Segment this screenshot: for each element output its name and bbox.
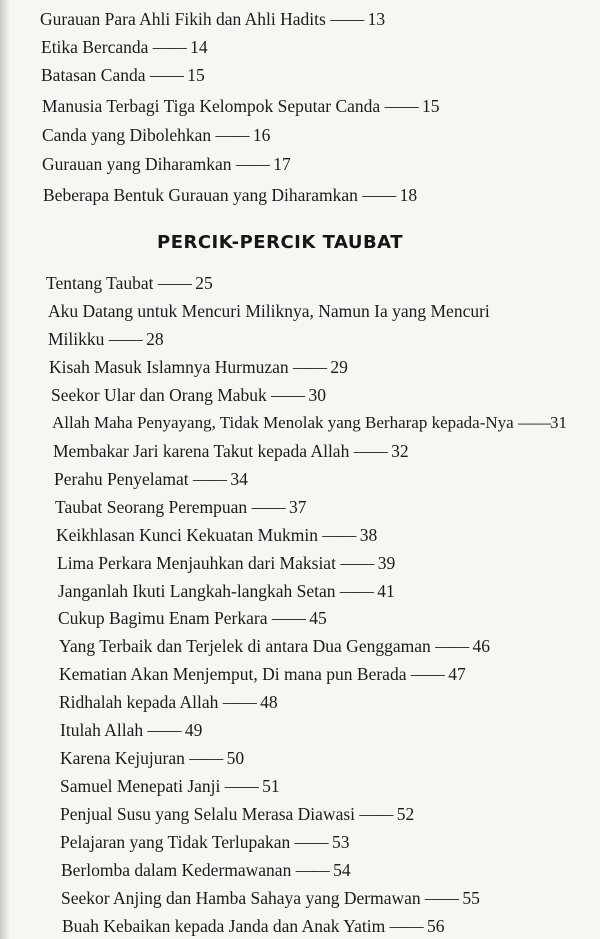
toc-entry-dash: —— [389, 916, 423, 936]
toc-entry-page: 47 [448, 664, 466, 684]
toc-entry-title: Penjual Susu yang Selalu Merasa Diawasi [60, 804, 356, 824]
toc-entry-page: 17 [273, 154, 291, 174]
toc-entry-page: 29 [330, 357, 348, 377]
toc-entry [43, 184, 417, 206]
toc-entry-dash: —— [292, 357, 326, 377]
toc-entry-dash: —— [147, 720, 181, 740]
toc-entry-dash: —— [192, 469, 226, 489]
toc-entry-page: 37 [288, 497, 307, 517]
toc-entry-title: Aku Datang untuk Mencuri Miliknya, Namun Ia yang Mencuri [48, 301, 490, 321]
toc-entry-page: 52 [396, 804, 415, 824]
toc-entry-dash: —— [294, 832, 328, 852]
toc-entry [61, 887, 480, 909]
toc-entry-dash: —— [339, 581, 373, 601]
toc-entry-title: Pelajaran yang Tidak Terlupakan [60, 832, 291, 852]
toc-entry-page: 34 [230, 469, 248, 489]
toc-entry-page: 56 [426, 916, 445, 936]
toc-entry-title: Gurauan yang Diharamkan [42, 154, 232, 174]
toc-entry-title: Taubat Seorang Perempuan [55, 497, 248, 517]
toc-entry [41, 64, 205, 86]
toc-entry-title: Tentang Taubat [46, 273, 154, 293]
toc-entry [48, 328, 164, 350]
toc-entry-page: 39 [377, 553, 396, 573]
toc-entry-dash: —— [330, 9, 364, 29]
toc-entry-page: 49 [184, 720, 203, 740]
toc-entry-dash: —— [271, 385, 305, 405]
toc-entry [62, 915, 444, 937]
toc-entry-dash: —— [353, 441, 387, 461]
toc-entry-dash: —— [359, 804, 393, 824]
toc-entry-title: Samuel Menepati Janji [60, 776, 221, 796]
toc-entry-title: Perahu Penyelamat [54, 469, 189, 489]
toc-entry-page: 50 [226, 748, 245, 768]
toc-entry-title: Ridhalah kepada Allah [59, 692, 219, 712]
toc-entry-page: 31 [549, 413, 567, 432]
toc-entry-title: Gurauan Para Ahli Fikih dan Ahli Hadits [40, 9, 326, 29]
toc-entry-dash: —— [271, 608, 305, 628]
toc-entry [60, 775, 280, 797]
toc-entry [40, 8, 385, 30]
toc-entry-page: 55 [462, 888, 480, 908]
toc-entry-title: Janganlah Ikuti Langkah-langkah Setan [58, 581, 336, 601]
toc-entry [59, 691, 278, 713]
toc-entry-page: 45 [309, 608, 327, 628]
toc-entry [42, 124, 270, 146]
toc-entry-title: Karena Kejujuran [60, 748, 185, 768]
toc-entry-page: 13 [367, 9, 386, 29]
toc-entry [51, 384, 326, 406]
toc-entry-title: Buah Kebaikan kepada Janda dan Anak Yatim [62, 916, 386, 936]
gutter-shadow [0, 0, 10, 939]
toc-entry-dash: —— [362, 185, 396, 205]
toc-entry-dash: —— [224, 776, 258, 796]
toc-entry-title: Manusia Terbagi Tiga Kelompok Seputar Canda [42, 96, 381, 116]
toc-entry-dash: —— [149, 65, 183, 85]
toc-entry [56, 524, 377, 546]
toc-entry [52, 412, 567, 434]
toc-entry-title: Milikku [48, 329, 105, 349]
toc-entry-page: 38 [359, 525, 378, 545]
toc-entry-dash: —— [410, 664, 444, 684]
toc-entry-dash: —— [517, 413, 550, 432]
toc-entry-title: Allah Maha Penyayang, Tidak Menolak yang Berharap kepada-Nya [52, 413, 514, 432]
toc-entry [59, 635, 490, 657]
toc-entry-page: 32 [391, 441, 409, 461]
toc-entry [61, 859, 351, 881]
toc-entry-dash: —— [189, 748, 223, 768]
toc-entry-title: Canda yang Dibolehkan [42, 125, 212, 145]
toc-entry-title: Seekor Ular dan Orang Mabuk [51, 385, 267, 405]
toc-entry-page: 14 [190, 37, 208, 57]
toc-entry-page: 16 [252, 125, 271, 145]
toc-entry-page: 54 [333, 860, 351, 880]
toc-entry-dash: —— [235, 154, 269, 174]
toc-entry-page: 15 [421, 96, 440, 116]
toc-entry-dash: —— [340, 553, 374, 573]
toc-entry-title: Kematian Akan Menjemput, Di mana pun Berada [59, 664, 407, 684]
toc-entry-dash: —— [435, 636, 469, 656]
toc-entry [57, 552, 395, 574]
toc-entry-title: Batasan Canda [41, 65, 146, 85]
toc-entry [60, 831, 350, 853]
toc-entry-page: 41 [377, 581, 395, 601]
toc-entry-dash: —— [322, 525, 356, 545]
toc-entry-dash: —— [152, 37, 186, 57]
toc-entry-title: Berlomba dalam Kedermawanan [61, 860, 292, 880]
toc-entry-page: 15 [187, 65, 205, 85]
toc-entry [46, 272, 213, 294]
toc-entry-dash: —— [108, 329, 142, 349]
section-heading: PERCIK-PERCIK TAUBAT [157, 232, 403, 253]
toc-entry [41, 36, 208, 58]
toc-entry-title: Beberapa Bentuk Gurauan yang Diharamkan [43, 185, 358, 205]
toc-entry-page: 25 [195, 273, 213, 293]
toc-entry [58, 580, 395, 602]
toc-entry-title: Kisah Masuk Islamnya Hurmuzan [49, 357, 289, 377]
toc-entry [58, 607, 327, 629]
toc-entry-page: 51 [262, 776, 280, 796]
toc-entry-dash: —— [157, 273, 191, 293]
toc-entry [42, 153, 291, 175]
toc-entry-dash: —— [295, 860, 329, 880]
toc-entry [54, 468, 248, 490]
toc-entry-title: Etika Bercanda [41, 37, 149, 57]
toc-entry-page: 53 [332, 832, 350, 852]
toc-entry-page: 48 [260, 692, 278, 712]
toc-entry-page: 18 [399, 185, 418, 205]
toc-entry-dash: —— [222, 692, 256, 712]
toc-entry-title: Yang Terbaik dan Terjelek di antara Dua Genggaman [59, 636, 431, 656]
toc-entry-title: Seekor Anjing dan Hamba Sahaya yang Dermawan [61, 888, 421, 908]
toc-entry-dash: —— [425, 888, 458, 908]
toc-entry-title: Keikhlasan Kunci Kekuatan Mukmin [56, 525, 318, 545]
toc-entry-page: 28 [146, 329, 164, 349]
toc-entry-dash: —— [384, 96, 418, 116]
toc-entry-title: Lima Perkara Menjauhkan dari Maksiat [57, 553, 336, 573]
toc-entry [49, 356, 348, 378]
toc-entry-page: 46 [472, 636, 490, 656]
toc-entry [60, 803, 414, 825]
toc-entry [48, 300, 490, 322]
toc-entry [59, 663, 466, 685]
toc-entry [53, 440, 409, 462]
toc-entry [60, 747, 244, 769]
toc-entry-dash: —— [215, 125, 249, 145]
toc-entry-title: Membakar Jari karena Takut kepada Allah [53, 441, 350, 461]
toc-entry [42, 95, 439, 117]
toc-entry [60, 719, 202, 741]
toc-entry-title: Cukup Bagimu Enam Perkara [58, 608, 268, 628]
toc-entry [55, 496, 306, 518]
toc-entry-title: Itulah Allah [60, 720, 144, 740]
toc-entry-dash: —— [251, 497, 285, 517]
toc-entry-page: 30 [308, 385, 327, 405]
